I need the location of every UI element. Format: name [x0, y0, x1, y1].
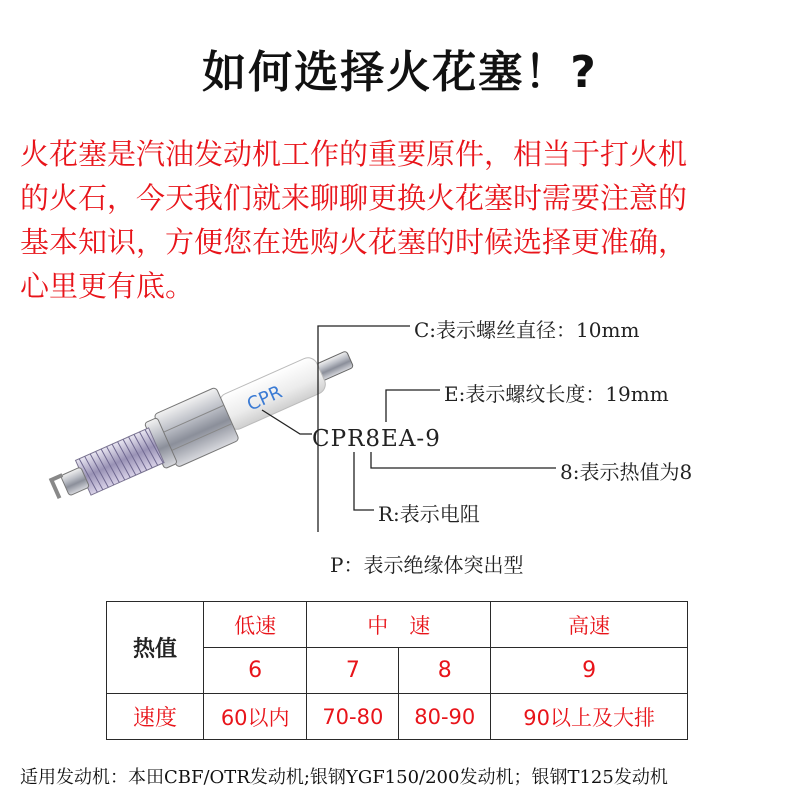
label-heat-value: 8:表示热值为8	[560, 460, 693, 484]
speed-cell: 90以上及大排	[491, 694, 688, 740]
speed-group-mid: 中 速	[307, 602, 491, 648]
plug-marking: CPR	[244, 381, 286, 416]
intro-line: 基本知识，方便您在选购火花塞的时候选择更准确，	[20, 225, 688, 259]
heat-value-cell: 8	[399, 648, 491, 694]
compatible-engines-note: 适用发动机：本田CBF/OTR发动机;银钢YGF150/200发动机；银钢T125发动机	[20, 767, 668, 788]
heat-value-cell: 9	[491, 648, 688, 694]
label-r: R:表示电阻	[378, 502, 480, 526]
line-heat	[371, 452, 556, 468]
heat-range-table	[106, 601, 688, 740]
speed-group-low: 低速	[204, 602, 307, 648]
label-p: P：表示绝缘体突出型	[330, 553, 524, 577]
line-e	[386, 390, 440, 422]
table-row	[107, 694, 688, 740]
intro-line: 的火石，今天我们就来聊聊更换火花塞时需要注意的	[20, 181, 688, 215]
table-row	[107, 602, 688, 648]
spark-plug-code: CPR8EA-9	[312, 426, 441, 452]
line-plug	[262, 410, 312, 434]
intro-line: 心里更有底。	[20, 269, 195, 303]
speed-group-high: 高速	[491, 602, 688, 648]
speed-row-header: 速度	[107, 694, 204, 740]
speed-cell: 80-90	[399, 694, 491, 740]
speed-cell: 70-80	[307, 694, 399, 740]
label-e: E:表示螺纹长度：19mm	[444, 382, 669, 406]
heat-row-header: 热值	[107, 602, 204, 694]
heat-value-cell: 7	[307, 648, 399, 694]
heat-value-cell: 6	[204, 648, 307, 694]
intro-line: 火花塞是汽油发动机工作的重要原件，相当于打火机	[20, 137, 688, 171]
page-title: 如何选择火花塞！?	[202, 47, 598, 98]
speed-cell: 60以内	[204, 694, 307, 740]
label-c: C:表示螺丝直径：10mm	[414, 318, 640, 342]
